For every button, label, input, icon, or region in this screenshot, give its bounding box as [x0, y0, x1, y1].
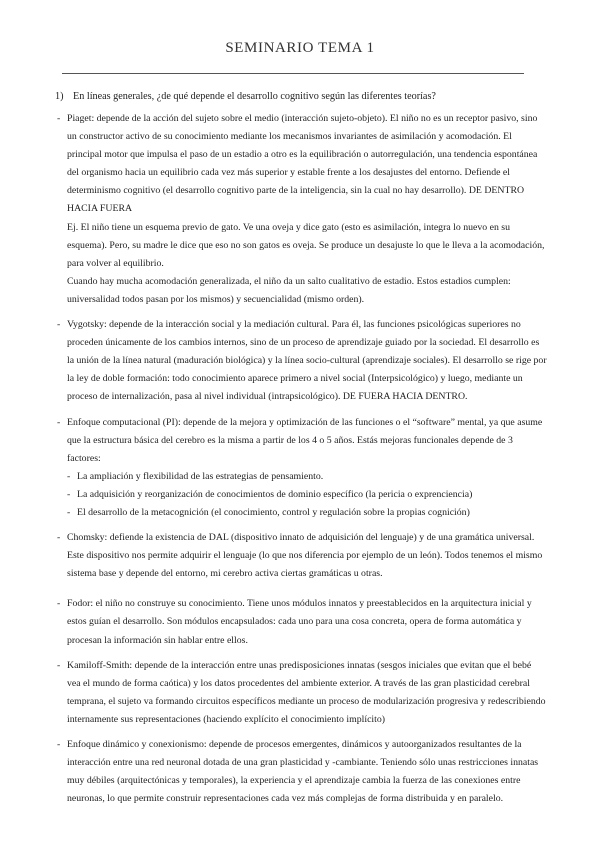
section-conexionismo	[55, 736, 547, 808]
bullet-dash: -	[57, 319, 61, 331]
title-divider	[62, 73, 524, 74]
question-heading	[55, 90, 535, 103]
section-fodor	[55, 595, 547, 649]
fodor-paragraph: Fodor: el niño no construye su conocimiento. Tiene unos módulos innatos y preestablecidos en la arquitectura inicial y estos guían el desarrollo. Son módulos encapsulados: cada uno para una cosa concreta, opera de forma automática y procesan la información sin hablar entre ellos.	[67, 598, 532, 646]
section-vygotsky	[55, 316, 547, 406]
section-chomsky	[55, 529, 547, 583]
bullet-dash: -	[67, 488, 71, 500]
section-karmiloff	[55, 657, 547, 729]
karmiloff-paragraph: Kamiloff-Smith: depende de la interacción entre unas predisposiciones innatas (sesgos iniciales que evitan que el bebé vea el mundo de forma caótica) y los datos procedentes del ambiente exterior. A través de las gran plasticidad cerebral temprana, el sujeto va formando circuitos específicos mediante un proceso de modularización progresiva y redescribiendo internamente sus representaciones (haciendo explícito el conocimiento implícito)	[67, 659, 546, 725]
list-item: - La adquisición y reorganización de conocimientos de dominio específico (la pericia o exprenciencia)	[67, 486, 547, 504]
section-piaget	[55, 110, 547, 309]
bullet-dash: -	[57, 113, 61, 124]
page-title: SEMINARIO TEMA 1	[225, 40, 375, 56]
bullet-dash: -	[57, 532, 61, 544]
bullet-dash: -	[67, 506, 71, 518]
question-number: 1)	[55, 91, 64, 102]
section-computacional	[55, 414, 547, 523]
chomsky-paragraph: Chomsky: defiende la existencia de DAL (dispositivo innato de adquisición del lenguaje) y de una gramática universal. Este dispositivo nos permite adquirir el lenguaje (lo que nos diferencia por ejemplo de un león). Todos tenemos el mismo sistema base y depende del entorno, mi cerebro activa ciertas gramáticas u otras.	[67, 532, 543, 580]
piaget-paragraph-2: Ej. El niño tiene un esquema previo de gato. Ve una oveja y dice gato (esto es asimilación, integra lo nuevo en su esquema). Pero, su madre le dice que eso no son gatos es oveja. Se produce un desajuste lo que le lleva a la acomodación, para volver al equilibrio.	[67, 221, 545, 269]
bullet-dash: -	[67, 470, 71, 482]
conexionismo-paragraph: Enfoque dinámico y conexionismo: depende de procesos emergentes, dinámicos y autoorganizados resultantes de la interacción entre una red neuronal dotada de una gran plasticidad y -cambiante. Teniendo sólo unas restricciones innatas muy débiles (arquitectónicas y temporales), la experiencia y el aprendizaje cambia la fuerza de las conexiones entre neuronas, lo que permite construir representaciones cada vez más complejas de forma distribuida y en paralelo.	[67, 739, 539, 805]
list-item: - La ampliación y flexibilidad de las estrategias de pensamiento.	[67, 468, 547, 486]
vygotsky-paragraph: Vygotsky: depende de la interacción social y la mediación cultural. Para él, las funciones psicológicas superiores no proceden únicamente de los cambios internos, sino de un proceso de aprendizaje guiado por la sociedad. El desarrollo es la unión de la línea natural (maduración biológica) y la línea socio-cultural (aprendizaje sociales). El desarrollo se rige por la ley de doble formación: todo conocimiento aparece primero a nivel social (Interpsicológico) y luego, mediante un proceso de internalización, pasa al nivel individual (intrapsicológico). DE FUERA HACIA DENTRO.	[67, 319, 547, 403]
question-text: En líneas generales, ¿de qué depende el desarrollo cognitivo según las diferentes teorías?	[73, 91, 436, 102]
computacional-intro: Enfoque computacional (PI): depende de la mejora y optimización de las funciones o el “software” mental, ya que asume que la estructura básica del cerebro es la misma a partir de los 4 o 5 años. Estás mejoras funcionales depende de 3 factores:	[67, 416, 543, 464]
piaget-paragraph-1: Piaget: depende de la acción del sujeto sobre el medio (interacción sujeto-objeto). El niño no es un receptor pasivo, sino un constructor activo de su conocimiento mediante los mecanismos invariantes de asimilación y acomodación. El principal motor que impulsa el paso de un estadio a otro es la equilibración o autorregulación, una tendencia espontánea del organismo hacia un equilibrio cada vez más superior y estable frente a los desajustes del entorno. Defiende el determinismo cognitivo (el desarrollo cognitivo parte de la inteligencia, sin la cual no hay desarrollo). DE DENTRO HACIA FUERA	[67, 113, 538, 215]
list-item: - El desarrollo de la metacognición (el conocimiento, control y regulación sobre la propias cognición)	[67, 504, 547, 522]
answer-content	[55, 110, 547, 808]
piaget-paragraph-3: Cuando hay mucha acomodación generalizada, el niño da un salto cualitativo de estadio. Estos estadios cumplen: universalidad todos pasan por los mismos) y secuencialidad (mismo orden).	[67, 275, 511, 305]
bullet-dash: -	[57, 659, 61, 671]
bullet-dash: -	[57, 739, 61, 750]
bullet-dash: -	[57, 416, 61, 428]
bullet-dash: -	[57, 598, 61, 610]
